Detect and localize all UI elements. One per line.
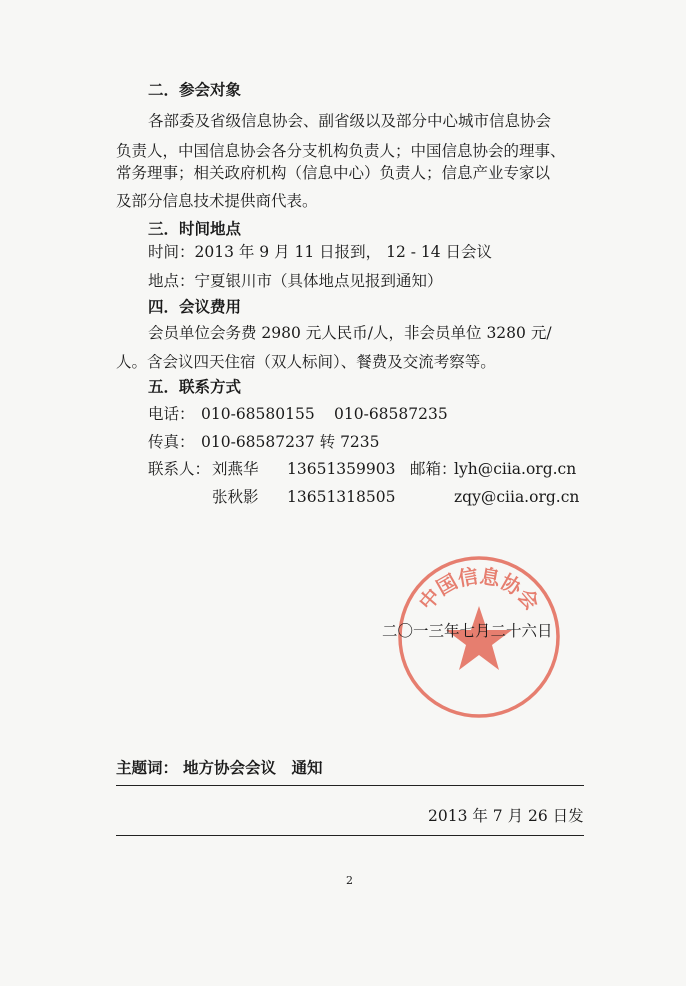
section-heading-time-place: 三．时间地点 [148, 220, 242, 238]
seal-text: 中国信息协会 [413, 563, 545, 615]
phone-label: 电话： [148, 405, 195, 423]
page-number: 2 [346, 874, 353, 887]
paragraph-line: 负责人，中国信息协会各分支机构负责人；中国信息协会的理事、 [116, 142, 566, 160]
paragraph-line: 各部委及省级信息协会、副省级以及部分中心城市信息协会 [148, 112, 552, 130]
fee-line: 人。含会议四天住宿（双人标间）、餐费及交流考察等。 [116, 353, 496, 371]
paragraph-line: 常务理事；相关政府机构（信息中心）负责人；信息产业专家以 [116, 164, 551, 182]
place-line: 地点：宁夏银川市（具体地点见报到通知） [148, 272, 443, 290]
email-label: 邮箱： [410, 460, 457, 478]
contact-mobile-1: 13651359903 [287, 460, 396, 478]
time-line: 时间：2013 年 9 月 11 日报到， 12 - 14 日会议 [148, 243, 493, 261]
contact-email-1: lyh@ciia.org.cn [454, 460, 577, 478]
signing-date: 二〇一三年七月二十六日 [382, 622, 553, 640]
contact-email-2: zqy@ciia.org.cn [454, 488, 580, 506]
contact-person-label: 联系人： [148, 460, 211, 478]
phone-number-1: 010-68580155 [201, 405, 315, 423]
paragraph-line: 及部分信息技术提供商代表。 [116, 192, 318, 210]
fax-number: 010-68587237 转 7235 [201, 433, 380, 451]
contact-name-2: 张秋影 [212, 488, 259, 506]
divider-line [116, 785, 584, 786]
contact-name-1: 刘燕华 [212, 460, 259, 478]
subject-keywords: 地方协会会议 通知 [183, 759, 323, 777]
section-heading-contact: 五．联系方式 [148, 378, 242, 396]
subject-label: 主题词： [116, 759, 179, 777]
contact-mobile-2: 13651318505 [287, 488, 396, 506]
section-heading-fees: 四．会议费用 [148, 298, 242, 316]
fax-label: 传真： [148, 433, 195, 451]
section-heading-participants: 二．参会对象 [148, 81, 242, 99]
phone-number-2: 010-68587235 [334, 405, 448, 423]
divider-line [116, 835, 584, 836]
issue-date: 2013 年 7 月 26 日发 [428, 807, 584, 825]
fee-line: 会员单位会务费 2980 元人民币/人，非会员单位 3280 元/ [148, 324, 552, 342]
